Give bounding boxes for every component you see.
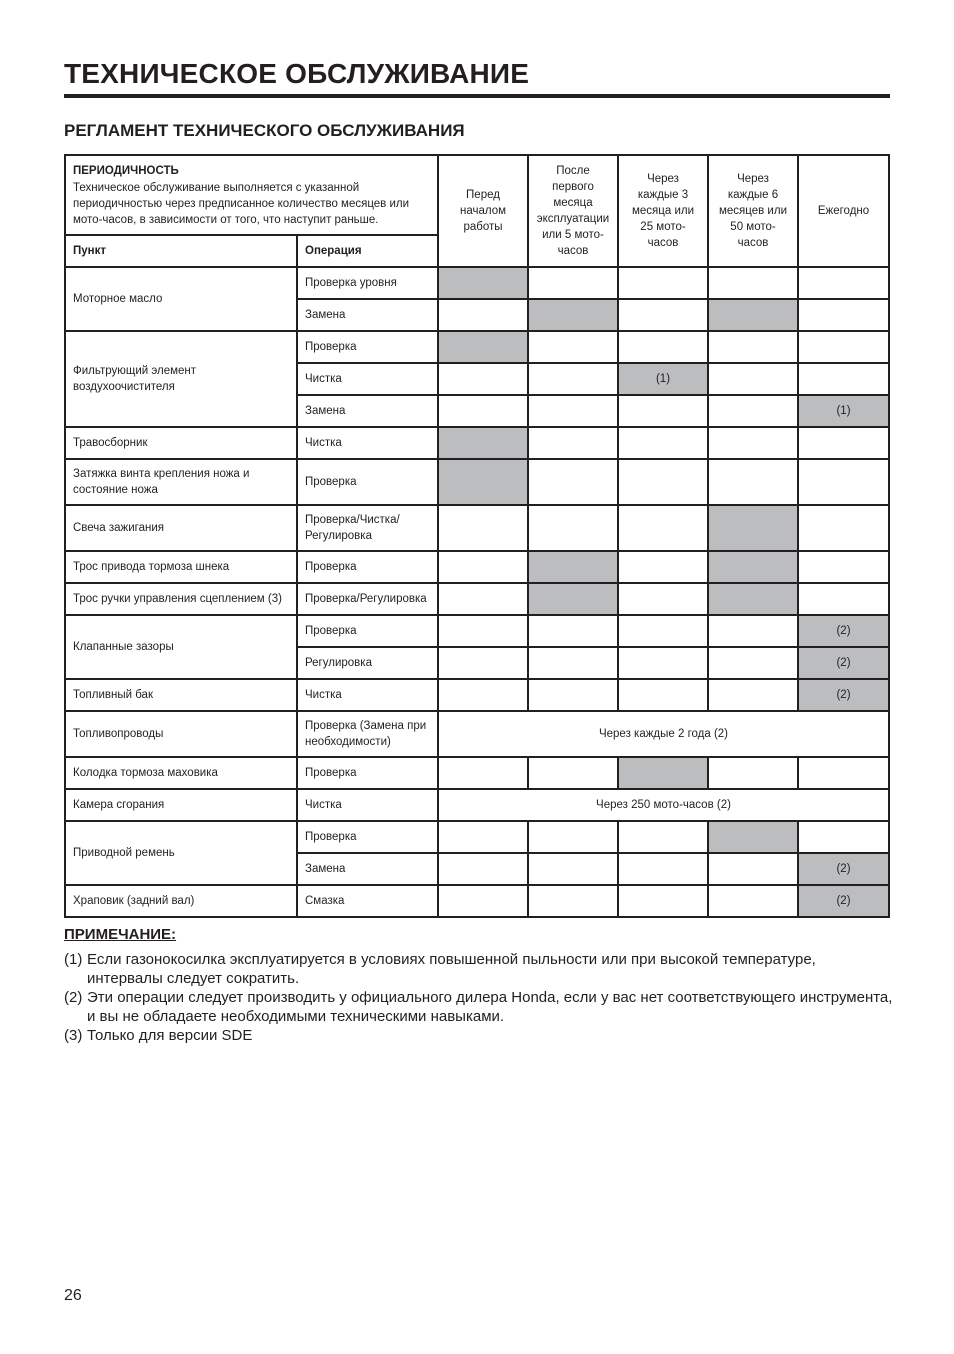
interval-cell	[618, 459, 708, 505]
item-cell: Колодка тормоза маховика	[65, 757, 297, 789]
item-cell: Камера сгорания	[65, 789, 297, 821]
interval-cell	[798, 821, 889, 853]
notes-list	[64, 950, 894, 1045]
table-row	[65, 821, 889, 853]
interval-cell	[618, 583, 708, 615]
item-cell: Фильтрующий элемент воздухоочистителя	[65, 331, 297, 427]
table-row	[65, 789, 889, 821]
interval-cell	[528, 615, 618, 647]
table-row	[65, 551, 889, 583]
interval-cell	[438, 647, 528, 679]
periodicity-title: ПЕРИОДИЧНОСТЬ	[73, 164, 179, 177]
periodicity-description: Техническое обслуживание выполняется с указанной периодичностью через предписанное количество месяцев или мото-часов, в зависимости от того, что наступит раньше.	[73, 181, 410, 226]
item-cell: Трос привода тормоза шнека	[65, 551, 297, 583]
interval-cell-marked	[708, 505, 798, 551]
interval-cell	[708, 647, 798, 679]
table-row	[65, 267, 889, 299]
item-cell: Трос ручки управления сцеплением (3)	[65, 583, 297, 615]
interval-cell	[708, 885, 798, 917]
interval-cell-marked: (2)	[798, 679, 889, 711]
note-text: Только для версии SDE	[87, 1027, 253, 1044]
title-divider	[64, 94, 890, 98]
interval-cell	[438, 551, 528, 583]
table-row	[65, 427, 889, 459]
interval-cell	[618, 821, 708, 853]
page-number: 26	[64, 1287, 82, 1304]
interval-cell	[528, 821, 618, 853]
interval-cell	[708, 395, 798, 427]
interval-cell-marked	[438, 427, 528, 459]
interval-cell	[438, 363, 528, 395]
interval-merged-cell: Через 250 мото-часов (2)	[438, 789, 889, 821]
note-item	[64, 988, 894, 1026]
operation-cell: Смазка	[297, 885, 438, 917]
interval-cell	[438, 395, 528, 427]
operation-cell: Проверка/Чистка/ Регулировка	[297, 505, 438, 551]
operation-cell: Проверка	[297, 821, 438, 853]
interval-cell-marked	[528, 299, 618, 331]
note-text: Если газонокосилка эксплуатируется в условиях повышенной пыльности или при высокой температуре, интервалы следует сократить.	[87, 951, 816, 987]
item-cell: Моторное масло	[65, 267, 297, 331]
note-number: (1)	[64, 951, 83, 968]
interval-cell	[798, 363, 889, 395]
interval-cell	[708, 853, 798, 885]
item-cell: Топливный бак	[65, 679, 297, 711]
interval-cell	[528, 331, 618, 363]
item-cell: Приводной ремень	[65, 821, 297, 885]
interval-cell-marked	[528, 583, 618, 615]
operation-cell: Проверка	[297, 551, 438, 583]
operation-cell: Проверка уровня	[297, 267, 438, 299]
interval-cell-marked	[708, 583, 798, 615]
interval-cell-marked: (2)	[798, 615, 889, 647]
operation-cell: Проверка	[297, 459, 438, 505]
interval-cell	[528, 505, 618, 551]
interval-cell	[438, 821, 528, 853]
interval-cell	[618, 427, 708, 459]
interval-cell	[618, 395, 708, 427]
interval-cell	[618, 647, 708, 679]
note-number: (3)	[64, 1027, 83, 1044]
table-row	[65, 711, 889, 757]
interval-cell-marked: (1)	[798, 395, 889, 427]
interval-cell	[708, 427, 798, 459]
interval-cell	[618, 551, 708, 583]
note-number: (2)	[64, 989, 83, 1006]
interval-cell	[528, 459, 618, 505]
page-title: ТЕХНИЧЕСКОЕ ОБСЛУЖИВАНИЕ	[64, 58, 530, 89]
interval-cell	[438, 615, 528, 647]
maintenance-schedule-table	[64, 154, 890, 918]
operation-cell: Проверка	[297, 331, 438, 363]
interval-header: Через каждые 3 месяца или 25 мото-часов	[618, 155, 708, 267]
interval-cell	[618, 853, 708, 885]
interval-cell	[708, 615, 798, 647]
interval-cell	[528, 853, 618, 885]
interval-cell	[708, 267, 798, 299]
interval-cell	[708, 459, 798, 505]
interval-cell	[798, 331, 889, 363]
operation-cell: Проверка (Замена при необходимости)	[297, 711, 438, 757]
interval-cell	[528, 679, 618, 711]
operation-cell: Чистка	[297, 789, 438, 821]
table-row	[65, 505, 889, 551]
schedule-body	[65, 267, 889, 917]
interval-cell	[528, 363, 618, 395]
interval-cell	[798, 583, 889, 615]
item-cell: Свеча зажигания	[65, 505, 297, 551]
interval-cell-marked	[438, 331, 528, 363]
table-row	[65, 583, 889, 615]
note-text: Эти операции следует производить у официального дилера Honda, если у вас нет соответствующего инструмента, и вы не обладаете необходимыми техническими навыками.	[87, 989, 893, 1025]
interval-cell	[438, 757, 528, 789]
interval-cell	[438, 853, 528, 885]
interval-cell	[618, 615, 708, 647]
item-column-header: Пункт	[65, 235, 297, 267]
interval-cell-marked: (2)	[798, 647, 889, 679]
section-title: РЕГЛАМЕНТ ТЕХНИЧЕСКОГО ОБСЛУЖИВАНИЯ	[64, 121, 465, 140]
operation-cell: Замена	[297, 853, 438, 885]
interval-cell-marked: (2)	[798, 885, 889, 917]
table-row	[65, 459, 889, 505]
interval-cell-marked	[708, 299, 798, 331]
interval-cell-marked	[708, 821, 798, 853]
operation-cell: Регулировка	[297, 647, 438, 679]
item-cell: Клапанные зазоры	[65, 615, 297, 679]
operation-cell: Чистка	[297, 427, 438, 459]
interval-cell	[618, 679, 708, 711]
interval-cell	[798, 505, 889, 551]
interval-header: После первого месяца эксплуатации или 5 мото-часов	[528, 155, 618, 267]
table-row	[65, 885, 889, 917]
interval-cell	[528, 427, 618, 459]
interval-cell	[618, 505, 708, 551]
interval-cell	[618, 331, 708, 363]
table-row	[65, 615, 889, 647]
interval-cell	[438, 583, 528, 615]
item-cell: Травосборник	[65, 427, 297, 459]
interval-cell	[618, 299, 708, 331]
interval-cell-marked	[528, 551, 618, 583]
interval-header: Через каждые 6 месяцев или 50 мото-часов	[708, 155, 798, 267]
item-cell: Затяжка винта крепления ножа и состояние ножа	[65, 459, 297, 505]
table-row	[65, 679, 889, 711]
interval-cell	[528, 647, 618, 679]
operation-cell: Проверка	[297, 757, 438, 789]
operation-cell: Замена	[297, 299, 438, 331]
interval-cell-marked: (1)	[618, 363, 708, 395]
interval-merged-cell: Через каждые 2 года (2)	[438, 711, 889, 757]
interval-cell-marked	[618, 757, 708, 789]
interval-cell	[438, 299, 528, 331]
interval-cell	[618, 267, 708, 299]
interval-cell	[798, 551, 889, 583]
note-item	[64, 950, 894, 988]
periodicity-header	[65, 155, 438, 235]
interval-cell	[618, 885, 708, 917]
interval-cell	[528, 885, 618, 917]
interval-cell	[438, 505, 528, 551]
interval-cell	[528, 395, 618, 427]
interval-header: Перед началом работы	[438, 155, 528, 267]
interval-cell	[798, 427, 889, 459]
interval-cell	[798, 299, 889, 331]
interval-cell	[528, 267, 618, 299]
item-cell: Топливопроводы	[65, 711, 297, 757]
note-title: ПРИМЕЧАНИЕ:	[64, 926, 177, 943]
item-cell: Храповик (задний вал)	[65, 885, 297, 917]
interval-cell	[798, 459, 889, 505]
interval-cell-marked	[438, 267, 528, 299]
interval-cell	[438, 679, 528, 711]
interval-cell	[798, 757, 889, 789]
interval-cell-marked	[708, 551, 798, 583]
interval-cell	[708, 331, 798, 363]
table-row	[65, 757, 889, 789]
interval-header: Ежегодно	[798, 155, 889, 267]
interval-cell	[798, 267, 889, 299]
interval-cell	[438, 885, 528, 917]
interval-cell	[708, 363, 798, 395]
operation-cell: Проверка/Регулировка	[297, 583, 438, 615]
operation-cell: Чистка	[297, 363, 438, 395]
operation-cell: Проверка	[297, 615, 438, 647]
operation-column-header: Операция	[297, 235, 438, 267]
interval-cell-marked: (2)	[798, 853, 889, 885]
interval-cell	[708, 757, 798, 789]
note-item	[64, 1026, 894, 1045]
interval-cell	[528, 757, 618, 789]
operation-cell: Чистка	[297, 679, 438, 711]
table-row	[65, 331, 889, 363]
operation-cell: Замена	[297, 395, 438, 427]
interval-cell	[708, 679, 798, 711]
interval-cell-marked	[438, 459, 528, 505]
